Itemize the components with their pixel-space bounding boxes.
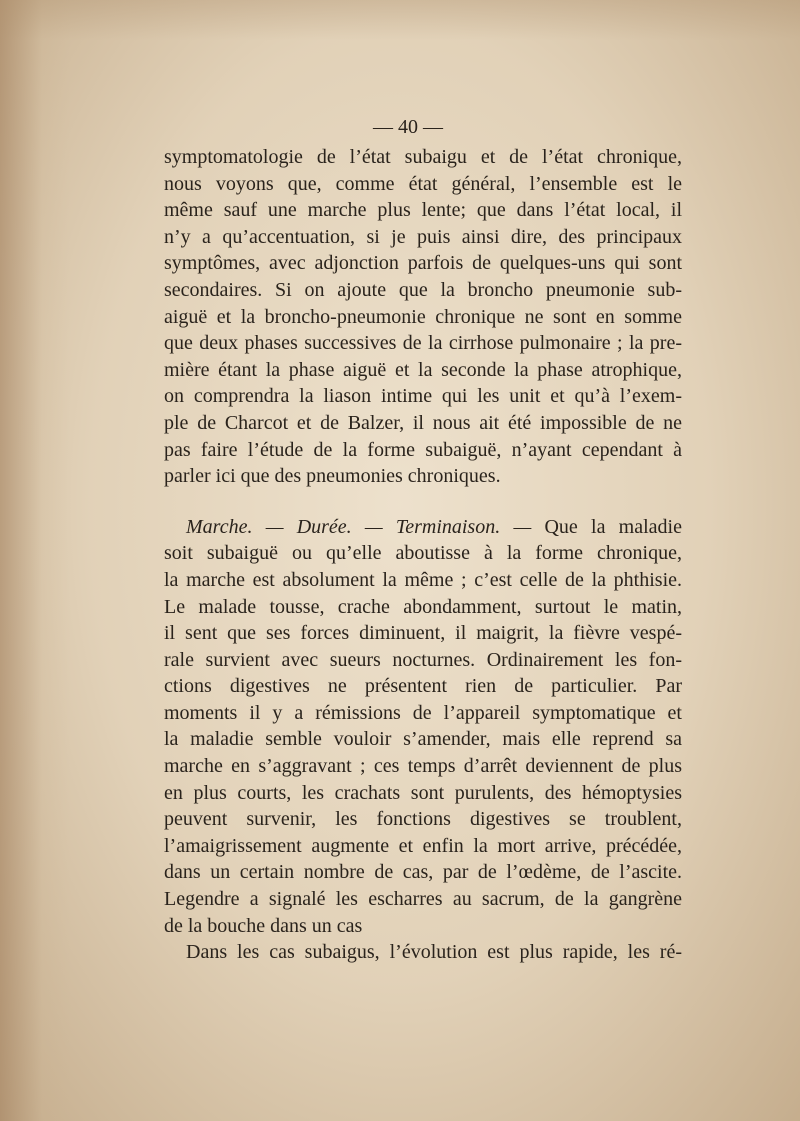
text-line: la marche est absolument la même ; c’est celle de la phthisie. — [164, 568, 682, 591]
text-line: peuvent survenir, les fonctions digestives se troublent, — [164, 808, 682, 831]
page-top-shadow — [0, 0, 800, 40]
text-line: même sauf une marche plus lente; que dans l’état local, il — [164, 199, 682, 222]
section-heading: Marche. — Durée. — Terminaison. — — [186, 515, 532, 538]
paragraph-1 — [164, 144, 682, 490]
page-number: — 40 — — [373, 116, 443, 138]
section-heading-line — [164, 514, 682, 541]
text-line: en plus courts, les crachats sont purulents, des hémoptysies — [164, 781, 682, 804]
text-line: de la bouche dans un cas — [164, 914, 363, 937]
text-line: secondaires. Si on ajoute que la broncho pneumonie sub- — [164, 278, 682, 301]
text-line: pas faire l’étude de la forme subaiguë, n’ayant cependant à — [164, 438, 682, 461]
text-line: symptomatologie de l’état subaigu et de l’état chronique, — [164, 146, 682, 168]
paragraph-gap — [164, 490, 682, 514]
paragraph-2 — [164, 514, 682, 940]
text-line: soit subaiguë ou qu’elle aboutisse à la forme chronique, — [164, 542, 682, 565]
text-line: Le malade tousse, crache abondamment, surtout le matin, — [164, 595, 682, 618]
text-line: Dans les cas subaigus, l’évolution est plus rapide, les ré- — [186, 941, 682, 964]
text-line: parler ici que des pneumonies chroniques. — [164, 465, 501, 488]
text-line: moments il y a rémissions de l’appareil symptomatique et — [164, 701, 682, 724]
text-line: la maladie semble vouloir s’amender, mais elle reprend sa — [164, 728, 682, 751]
text-line: on comprendra la liason intime qui les unit et qu’à l’exem- — [164, 385, 682, 408]
text-line: que deux phases successives de la cirrhose pulmonaire ; la pre- — [164, 332, 682, 355]
page-edge-shadow — [0, 0, 70, 1121]
text-line: aiguë et la broncho-pneumonie chronique ne sont en somme — [164, 305, 682, 328]
paragraph-3 — [164, 939, 682, 966]
text-line: Legendre a signalé les escharres au sacrum, de la gangrène — [164, 888, 682, 911]
text-line: marche en s’aggravant ; ces temps d’arrêt deviennent de plus — [164, 755, 682, 778]
text-line: mière étant la phase aiguë et la seconde la phase atrophique, — [164, 358, 682, 381]
text-line: l’amaigrissement augmente et enfin la mort arrive, précédée, — [164, 834, 682, 857]
text-line: ctions digestives ne présentent rien de particulier. Par — [164, 675, 682, 698]
text-line: rale survient avec sueurs nocturnes. Ordinairement les fon- — [164, 648, 682, 671]
text-line: symptômes, avec adjonction parfois de quelques-uns qui sont — [164, 252, 682, 275]
text-line-continuation: Que la maladie — [531, 515, 682, 538]
text-line: il sent que ses forces diminuent, il maigrit, la fièvre vespé- — [164, 622, 682, 645]
text-line: ple de Charcot et de Balzer, il nous ait été impossible de ne — [164, 411, 682, 434]
text-line: nous voyons que, comme état général, l’ensemble est le — [164, 172, 682, 195]
text-line: dans un certain nombre de cas, par de l’œdème, de l’ascite. — [164, 861, 682, 884]
text-line: n’y a qu’accentuation, si je puis ainsi dire, des principaux — [164, 225, 682, 248]
body-text — [164, 144, 682, 966]
